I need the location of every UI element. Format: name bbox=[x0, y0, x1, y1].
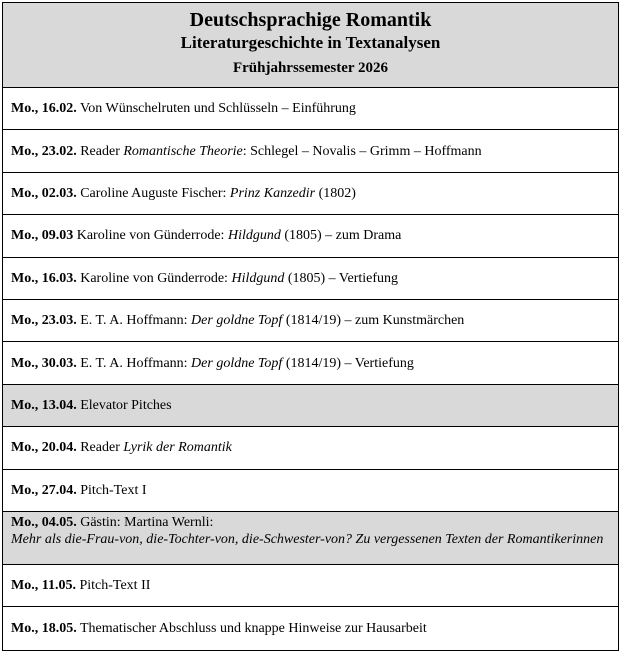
session-guest: Gästin: Martina Wernli: bbox=[80, 514, 214, 530]
session-work-title: Der goldne Topf bbox=[191, 313, 283, 329]
session-topic: Reader bbox=[80, 440, 124, 456]
session-date: Mo., 04.05. bbox=[11, 514, 77, 530]
session-date: Mo., 23.03. bbox=[11, 313, 77, 329]
semester-label: Frühjahrssemester 2026 bbox=[232, 60, 389, 76]
session-date: Mo., 11.05. bbox=[11, 578, 76, 594]
session-date: Mo., 18.05. bbox=[11, 620, 77, 636]
session-row bbox=[3, 215, 618, 257]
session-topic: Pitch-Text I bbox=[80, 482, 147, 498]
session-date: Mo., 23.02. bbox=[11, 143, 77, 159]
session-row bbox=[3, 342, 618, 384]
session-row bbox=[3, 130, 618, 172]
session-row bbox=[3, 173, 618, 215]
session-work-title: Prinz Kanzedir bbox=[229, 185, 316, 201]
session-date: Mo., 30.03. bbox=[11, 355, 77, 371]
session-topic: E. T. A. Hoffmann: bbox=[80, 355, 192, 371]
session-row bbox=[3, 565, 618, 607]
session-work-title: Romantische Theorie bbox=[123, 143, 243, 159]
session-topic: Karoline von Günderrode: bbox=[80, 270, 232, 286]
session-date: Mo., 20.04. bbox=[11, 440, 77, 456]
session-text bbox=[11, 185, 356, 202]
session-topic: Von Wünschelruten und Schlüsseln – Einführung bbox=[79, 101, 356, 117]
session-row bbox=[3, 258, 618, 300]
session-topic-suffix: (1802) bbox=[315, 185, 356, 201]
session-row bbox=[3, 470, 618, 512]
session-text bbox=[11, 620, 427, 637]
session-text bbox=[11, 227, 401, 244]
session-topic-suffix: : Schlegel – Novalis – Grimm – Hoffmann bbox=[242, 143, 482, 159]
session-work-title: Lyrik der Romantik bbox=[123, 440, 232, 456]
session-text bbox=[11, 397, 172, 414]
session-text bbox=[11, 514, 603, 548]
session-topic: Pitch-Text II bbox=[79, 578, 151, 594]
schedule-header bbox=[3, 3, 618, 88]
session-topic-suffix: (1814/19) – zum Kunstmärchen bbox=[282, 313, 465, 329]
session-topic: E. T. A. Hoffmann: bbox=[80, 313, 192, 329]
session-topic: Elevator Pitches bbox=[80, 397, 172, 413]
schedule-table bbox=[2, 2, 619, 651]
session-topic: Karoline von Günderrode: bbox=[76, 228, 228, 244]
session-topic: Reader bbox=[80, 143, 124, 159]
session-text bbox=[11, 100, 356, 117]
session-date: Mo., 13.04. bbox=[11, 397, 77, 413]
session-topic-suffix: (1805) – Vertiefung bbox=[284, 270, 399, 286]
session-text bbox=[11, 355, 414, 372]
session-row bbox=[3, 607, 618, 649]
session-work-title: Hildgund bbox=[227, 228, 281, 244]
session-text bbox=[11, 312, 464, 329]
session-date: Mo., 27.04. bbox=[11, 482, 77, 498]
session-text bbox=[11, 439, 232, 456]
document-subtitle: Literaturgeschichte in Textanalysen bbox=[180, 33, 441, 52]
session-lecture-title: Mehr als die-Frau-von, die-Tochter-von, die-Schwester-von? Zu vergessenen Texten der Romantikerinnen bbox=[11, 531, 604, 547]
session-topic: Caroline Auguste Fischer: bbox=[80, 185, 230, 201]
session-text bbox=[11, 482, 147, 499]
session-date: Mo., 16.03. bbox=[11, 270, 77, 286]
session-row bbox=[3, 427, 618, 469]
session-work-title: Hildgund bbox=[231, 270, 285, 286]
document-title: Deutschsprachige Romantik bbox=[189, 9, 432, 31]
session-text bbox=[11, 143, 482, 160]
session-row bbox=[3, 88, 618, 130]
session-text bbox=[11, 577, 150, 594]
session-topic-suffix: (1814/19) – Vertiefung bbox=[282, 355, 414, 371]
session-topic-suffix: (1805) – zum Drama bbox=[280, 228, 402, 244]
session-row-highlighted bbox=[3, 512, 618, 565]
session-topic: Thematischer Abschluss und knappe Hinweise zur Hausarbeit bbox=[79, 620, 427, 636]
session-row-highlighted bbox=[3, 385, 618, 427]
session-date: Mo., 02.03. bbox=[11, 185, 77, 201]
session-date: Mo., 09.03 bbox=[11, 228, 74, 244]
session-text bbox=[11, 270, 398, 287]
session-row bbox=[3, 300, 618, 342]
session-work-title: Der goldne Topf bbox=[191, 355, 283, 371]
session-date: Mo., 16.02. bbox=[11, 101, 77, 117]
